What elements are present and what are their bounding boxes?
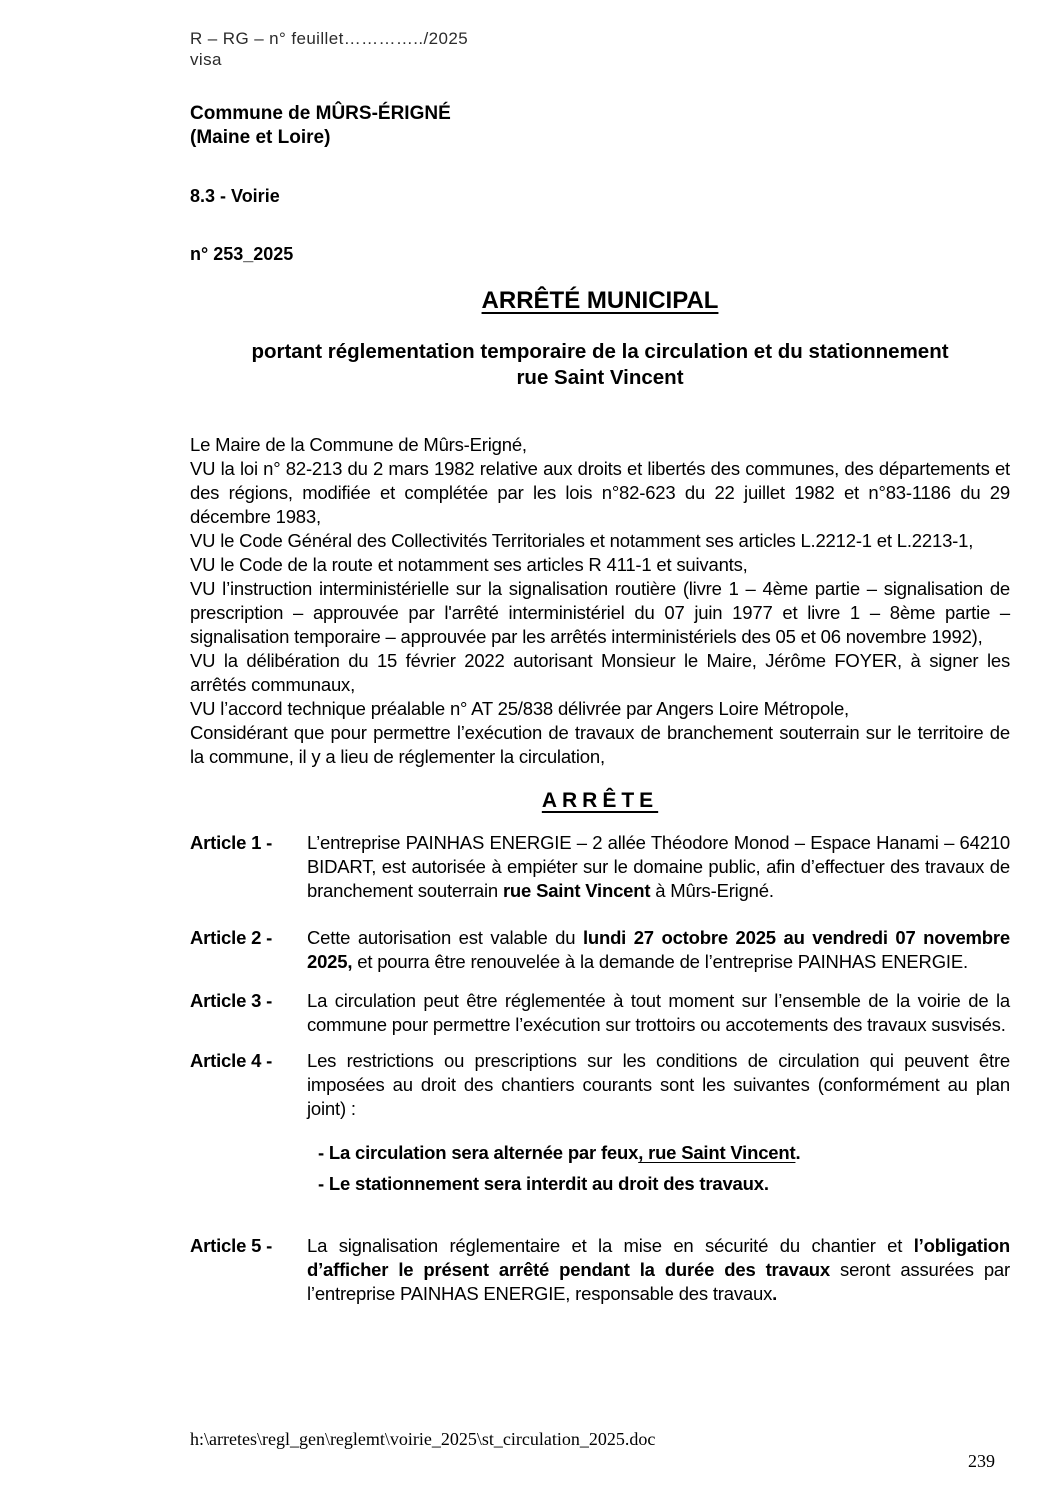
preamble-vu-cgct: VU le Code Général des Collectivités Territoriales et notamment ses articles L.2212-1 et L.2213-1, xyxy=(190,530,974,551)
commune-name: Commune de MÛRS-ÉRIGNÉ xyxy=(190,103,451,124)
commune-department: (Maine et Loire) xyxy=(190,127,331,148)
preamble-mayor-line: Le Maire de la Commune de Mûrs-Erigné, xyxy=(190,434,527,455)
article-4 xyxy=(190,1049,1010,1121)
preamble-vu-accord: VU l’accord technique préalable n° AT 25/838 délivrée par Angers Loire Métropole, xyxy=(190,698,849,719)
visa-label: visa xyxy=(190,50,222,69)
page-number: 239 xyxy=(968,1451,995,1471)
classification-code: 8.3 - Voirie xyxy=(190,186,280,206)
restriction-no-parking: - Le stationnement sera interdit au droit des travaux. xyxy=(318,1173,769,1194)
preamble-vu-law: VU la loi n° 82-213 du 2 mars 1982 relative aux droits et libertés des communes, des départements et des régions, modifiée et complétée par les lois n°82-623 du 22 juillet 1982 et n°83-1186 du 29 décembre 1983, xyxy=(190,458,1010,527)
act-number: n° 253_2025 xyxy=(190,244,294,264)
arrete-heading: ARRÊTE xyxy=(541,789,659,812)
article-5-label: Article 5 - xyxy=(190,1235,273,1256)
article-2 xyxy=(190,926,1010,974)
preamble-vu-deliberation: VU la délibération du 15 février 2022 autorisant Monsieur le Maire, Jérôme FOYER, à signer les arrêtés communaux, xyxy=(190,650,1010,695)
file-path: h:\arretes\regl_gen\reglemt\voirie_2025\st_circulation_2025.doc xyxy=(190,1429,656,1449)
preamble xyxy=(190,433,1010,769)
preamble-vu-instruction: VU l’instruction interministérielle sur la signalisation routière (livre 1 – 4ème partie – signalisation de prescription – approuvée par l'arrêté interministériel du 07 juin 1977 et livre 1 – 8ème partie – signalisation temporaire – approuvée par les arrêtés interministériels des 05 et 06 novembre 1992), xyxy=(190,578,1010,647)
article-1 xyxy=(190,831,1010,903)
restriction-alternating-traffic: - La circulation sera alternée par feux, rue Saint Vincent. xyxy=(318,1142,801,1163)
article-2-label: Article 2 - xyxy=(190,927,273,948)
article-1-label: Article 1 - xyxy=(190,832,273,853)
article-4-restrictions xyxy=(318,1141,1010,1196)
article-4-body: Les restrictions ou prescriptions sur les conditions de circulation qui peuvent être imposées au droit des chantiers courants sont les suivantes (conformément au plan joint) : xyxy=(307,1050,1010,1119)
preamble-considerant: Considérant que pour permettre l’exécution de travaux de branchement souterrain sur le territoire de la commune, il y a lieu de réglementer la circulation, xyxy=(190,722,1010,767)
document-subtitle xyxy=(190,339,1010,391)
commune-block xyxy=(190,102,1010,150)
title-block xyxy=(190,287,1010,391)
article-3-body: La circulation peut être réglementée à tout moment sur l’ensemble de la voirie de la commune pour permettre l’exécution sur trottoirs ou accotements des travaux susvisés. xyxy=(307,990,1010,1035)
subtitle-line-2: rue Saint Vincent xyxy=(516,366,684,389)
registry-line: R – RG – n° feuillet…………../2025 xyxy=(190,29,469,48)
preamble-vu-code-route: VU le Code de la route et notamment ses articles R 411-1 et suivants, xyxy=(190,554,748,575)
article-1-body: L’entreprise PAINHAS ENERGIE – 2 allée Théodore Monod – Espace Hanami – 64210 BIDART, est autorisée à empiéter sur le domaine public, afin d’effectuer des travaux de branchement souterrain rue Saint Vincent à Mûrs-Erigné. xyxy=(307,832,1010,901)
subtitle-line-1: portant réglementation temporaire de la circulation et du stationnement xyxy=(251,340,949,363)
article-5 xyxy=(190,1234,1010,1306)
article-3 xyxy=(190,989,1010,1037)
document-title: ARRÊTÉ MUNICIPAL xyxy=(481,287,719,314)
article-5-body: La signalisation réglementaire et la mise en sécurité du chantier et l’obligation d’afficher le présent arrêté pendant la durée des travaux seront assurées par l’entreprise PAINHAS ENERGIE, responsable des travaux. xyxy=(307,1235,1010,1304)
document-header xyxy=(190,28,1010,265)
article-4-label: Article 4 - xyxy=(190,1050,273,1071)
article-2-body: Cette autorisation est valable du lundi 27 octobre 2025 au vendredi 07 novembre 2025, et pourra être renouvelée à la demande de l’entreprise PAINHAS ENERGIE. xyxy=(307,927,1010,972)
document-footer xyxy=(190,1428,1010,1472)
article-3-label: Article 3 - xyxy=(190,990,273,1011)
